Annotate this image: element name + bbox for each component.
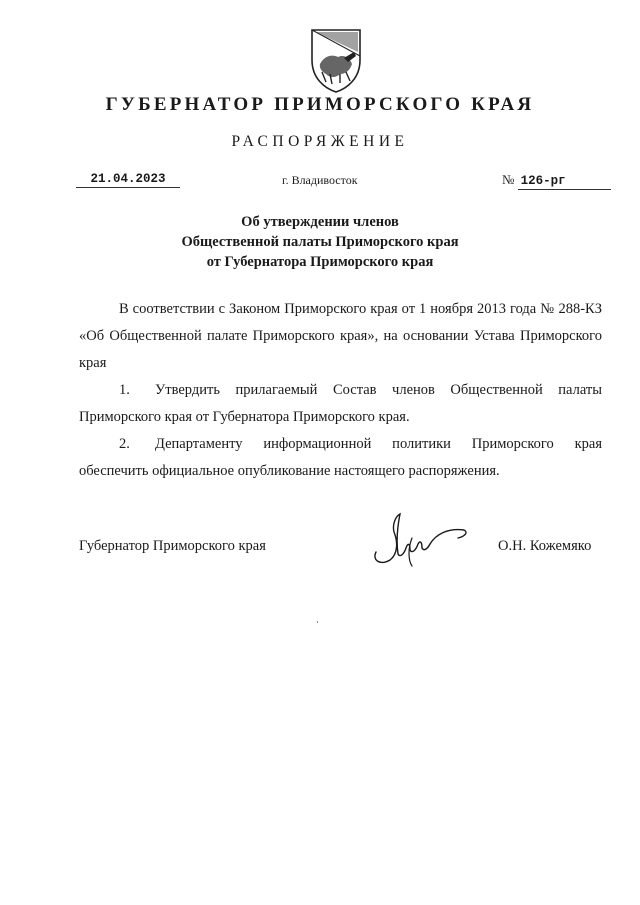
item-number: 1. [119, 382, 130, 398]
signatory-name: О.Н. Кожемяко [498, 538, 592, 554]
document-date: 21.04.2023 [76, 172, 180, 188]
title-line-3: от Губернатора Приморского края [206, 254, 434, 270]
item-text: Утвердить прилагаемый Состав членов Общественной палаты Приморского края от Губернатора Приморского края. [79, 382, 602, 425]
document-city: г. Владивосток [282, 173, 358, 187]
document-number [502, 172, 611, 190]
preamble-paragraph: В соответствии с Законом Приморского края от 1 ноября 2013 года № 288-КЗ «Об Общественной палате Приморского края», на основании Устава Приморского края [79, 301, 602, 371]
issuing-authority: ГУБЕРНАТОР ПРИМОРСКОГО КРАЯ [105, 94, 535, 115]
coat-of-arms-icon [306, 26, 366, 94]
number-value: 126-рг [518, 174, 611, 190]
order-item-1 [79, 377, 602, 431]
order-item-2 [79, 431, 602, 485]
document-type: РАСПОРЯЖЕНИЕ [231, 133, 409, 150]
title-line-1: Об утверждении членов [241, 214, 399, 230]
signature-icon [368, 508, 478, 570]
item-text: Департаменту информационной политики Приморского края обеспечить официальное опубликование настоящего распоряжения. [79, 436, 602, 479]
title-line-2: Общественной палаты Приморского края [181, 234, 459, 250]
item-number: 2. [119, 436, 130, 452]
number-sign: № [502, 172, 515, 187]
document-title [0, 212, 640, 272]
scan-speck [317, 621, 318, 623]
signatory-position: Губернатор Приморского края [79, 538, 266, 554]
document-body [79, 296, 602, 485]
